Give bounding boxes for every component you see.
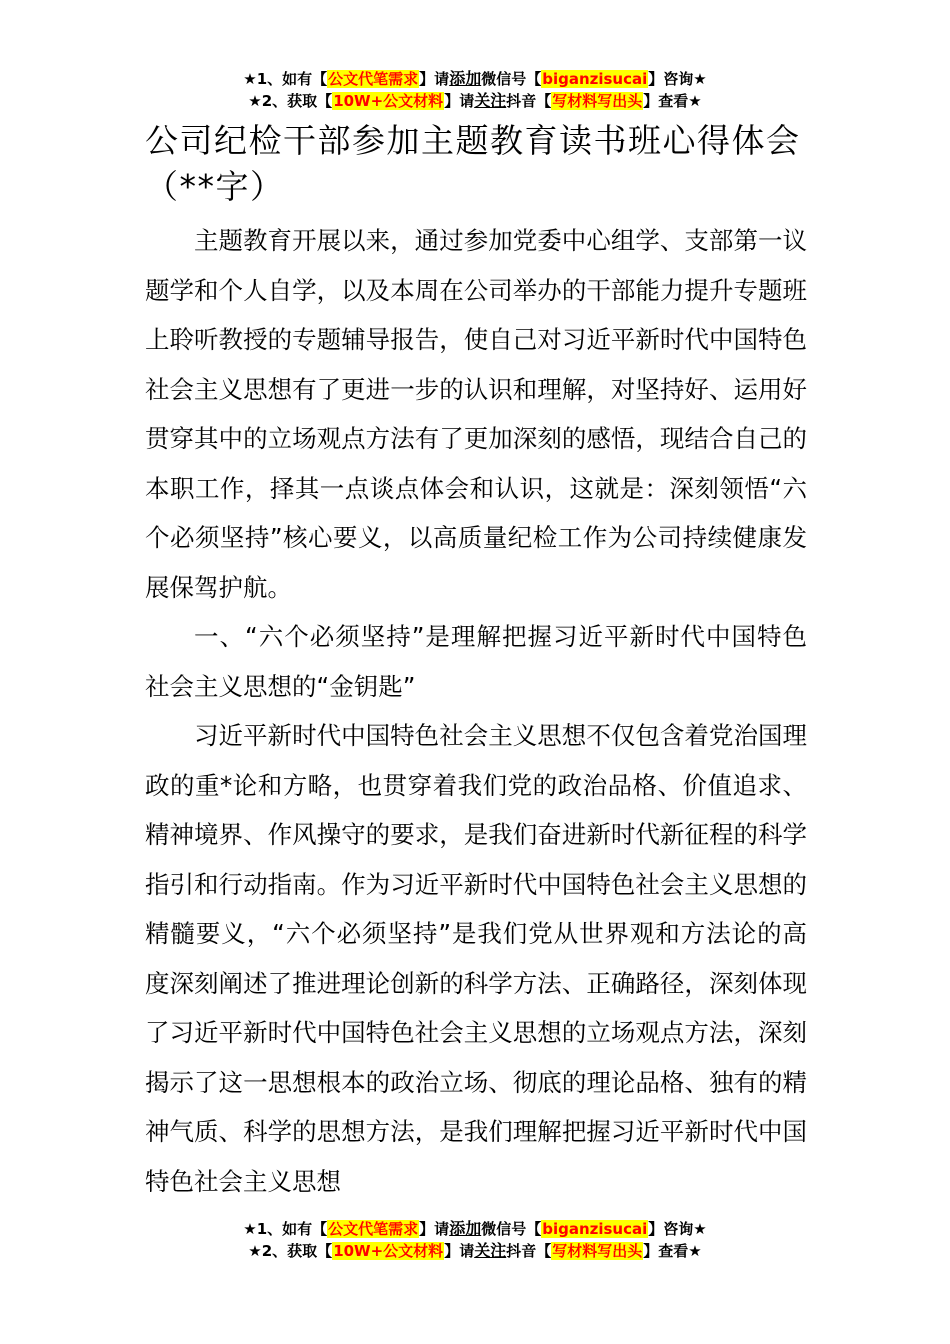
banner-line-2: ★2、获取【10W+公文材料】请关注抖音【写材料写出头】查看★ bbox=[248, 91, 702, 110]
douyin-account: 写材料写出头 bbox=[552, 92, 643, 110]
banner-line-1: ★1、如有【公文代笔需求】请添加微信号【biganzisucai】咨询★ bbox=[243, 1219, 707, 1238]
paragraph-intro: 主题教育开展以来，通过参加党委中心组学、支部第一议题学和个人自学，以及本周在公司举办的干部能力提升专题班上聆听教授的专题辅导报告，使自己对习近平新时代中国特色社会主义思想有了更进一步的认识和理解，对坚持好、运用好贯穿其中的立场观点方法有了更加深刻的感悟，现结合自己的本职工作，择其一点谈点体会和认识，这就是：深刻领悟“六个必须坚持”核心要义，以高质量纪检工作为公司持续健康发展保驾护航。 bbox=[145, 226, 807, 602]
footer-banner bbox=[0, 1218, 950, 1262]
wechat-id: biganzisucai bbox=[542, 1220, 648, 1238]
banner-highlight: 公文代笔需求 bbox=[328, 1220, 419, 1238]
wechat-id: biganzisucai bbox=[542, 70, 648, 88]
banner-highlight: 公文代笔需求 bbox=[328, 70, 419, 88]
banner-line-2: ★2、获取【10W+公文材料】请关注抖音【写材料写出头】查看★ bbox=[248, 1241, 702, 1260]
header-banner bbox=[0, 68, 950, 112]
section-heading-1: 一、“六个必须坚持”是理解把握习近平新时代中国特色社会主义思想的“金钥匙” bbox=[145, 622, 807, 701]
paragraph-section-1: 习近平新时代中国特色社会主义思想不仅包含着党治国理政的重*论和方略，也贯穿着我们党的政治品格、价值追求、精神境界、作风操守的要求，是我们奋进新时代新征程的科学指引和行动指南。作为习近平新时代中国特色社会主义思想的精髓要义，“六个必须坚持”是我们党从世界观和方法论的高度深刻阐述了推进理论创新的科学方法、正确路径，深刻体现了习近平新时代中国特色社会主义思想的立场观点方法，深刻揭示了这一思想根本的政治立场、彻底的理论品格、独有的精神气质、科学的思想方法，是我们理解把握习近平新时代中国特色社会主义思想 bbox=[145, 721, 807, 1196]
banner-highlight: 10W+公文材料 bbox=[333, 1242, 444, 1260]
douyin-account: 写材料写出头 bbox=[552, 1242, 643, 1260]
banner-highlight: 10W+公文材料 bbox=[333, 92, 444, 110]
document-body bbox=[145, 118, 807, 1206]
document-title: 公司纪检干部参加主题教育读书班心得体会（**字） bbox=[145, 121, 801, 206]
banner-line-1: ★1、如有【公文代笔需求】请添加微信号【biganzisucai】咨询★ bbox=[243, 69, 707, 88]
